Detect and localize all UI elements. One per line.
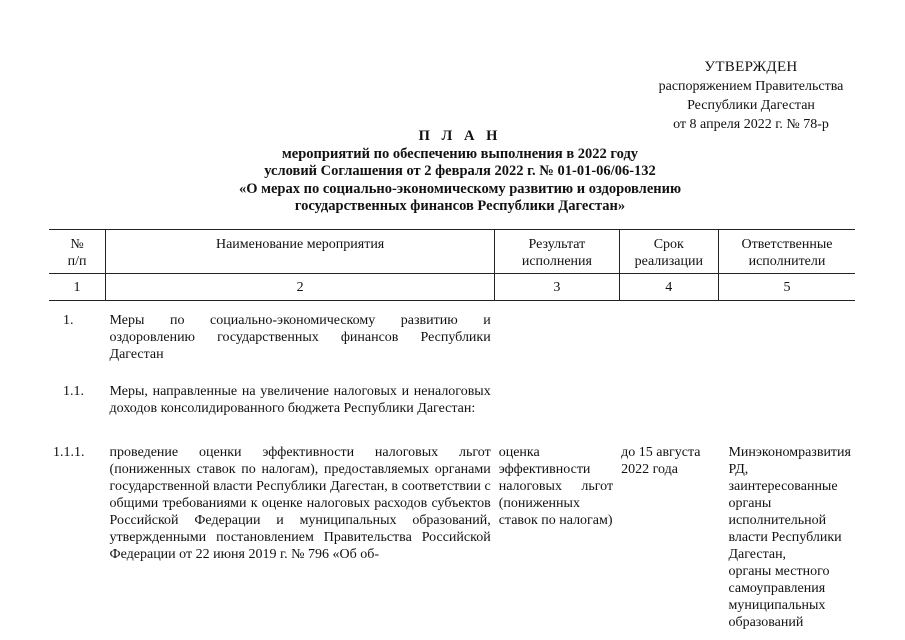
approval-stamp bbox=[640, 58, 862, 134]
row-result bbox=[495, 301, 619, 373]
plan-title-line-2: условий Соглашения от 2 февраля 2022 г. № 01-01-06/06-132 bbox=[264, 163, 656, 179]
responsible-line: органы местного самоуправления муниципальных образований bbox=[728, 564, 830, 630]
row-responsible bbox=[718, 432, 855, 631]
row-result bbox=[495, 372, 619, 432]
plan-title-line-4: государственных финансов Республики Дагестан» bbox=[294, 198, 626, 214]
header-responsible-line-1: Ответственные bbox=[741, 237, 833, 252]
plan-heading: П Л А Н bbox=[418, 128, 502, 144]
plan-title-line-1: мероприятий по обеспечению выполнения в 2022 году bbox=[281, 145, 639, 162]
row-term bbox=[619, 301, 718, 373]
column-number: 1 bbox=[49, 274, 106, 301]
row-number: 1. bbox=[63, 313, 74, 328]
header-responsible bbox=[718, 230, 855, 274]
plan-title-line-3: «О мерах по социально-экономическому развитию и оздоровлению bbox=[238, 180, 682, 197]
plan-title bbox=[150, 128, 770, 216]
row-number: 1.1.1. bbox=[53, 445, 85, 460]
header-result bbox=[495, 230, 619, 274]
responsible-line: заинтересованные органы исполнительной власти Республики Дагестан, bbox=[728, 479, 842, 562]
responsible-line: Минэкономразвития РД, bbox=[728, 445, 851, 477]
approval-line-1: распоряжением Правительства bbox=[658, 79, 844, 94]
approval-title: УТВЕРЖДЕН bbox=[704, 59, 798, 75]
header-term-line-2: реализации bbox=[634, 254, 703, 269]
column-number: 2 bbox=[106, 274, 495, 301]
header-name: Наименование мероприятия bbox=[106, 230, 495, 274]
plan-table bbox=[49, 229, 855, 631]
row-name: Меры, направленные на увеличение налоговых и неналоговых доходов консолидированного бюджета Республики Дагестан: bbox=[109, 384, 491, 416]
column-number: 4 bbox=[619, 274, 718, 301]
table-header-row bbox=[49, 230, 855, 274]
table-row bbox=[49, 301, 855, 373]
column-number: 5 bbox=[718, 274, 855, 301]
approval-line-2: Республики Дагестан bbox=[687, 98, 815, 113]
row-term: до 15 августа 2022 года bbox=[621, 445, 701, 477]
header-result-line-2: исполнения bbox=[521, 254, 592, 269]
table-row bbox=[49, 372, 855, 432]
column-number-row bbox=[49, 274, 855, 301]
row-result: оценка эффективности налоговых льгот (пониженных ставок по налогам) bbox=[498, 445, 614, 528]
header-term bbox=[619, 230, 718, 274]
header-term-line-1: Срок bbox=[653, 237, 684, 252]
row-responsible bbox=[718, 372, 855, 432]
header-num-line-2: п/п bbox=[67, 254, 87, 269]
header-num-line-1: № bbox=[70, 237, 84, 252]
row-name: Меры по социально-экономическому развитию и оздоровлению государственных финансов Республики Дагестан bbox=[109, 313, 491, 362]
column-number: 3 bbox=[495, 274, 619, 301]
row-name: проведение оценки эффективности налоговых льгот (пониженных ставок по налогам), предоставляемых органами государственной власти Республики Дагестан, в соответствии с общими требованиями к оценке налоговых расходов субъектов Российской Федерации и муниципальных образований, утвержденными постановлением Правительства Российской Федерации от 22 июня 2019 г. № 796 «Об об- bbox=[109, 445, 491, 562]
row-number: 1.1. bbox=[63, 384, 84, 399]
header-responsible-line-2: исполнители bbox=[748, 254, 826, 269]
row-term bbox=[619, 372, 718, 432]
header-result-line-1: Результат bbox=[528, 237, 586, 252]
header-num bbox=[49, 230, 106, 274]
table-row bbox=[49, 432, 855, 631]
row-responsible bbox=[718, 301, 855, 373]
approval-line-3: от 8 апреля 2022 г. № 78-р bbox=[673, 117, 829, 132]
